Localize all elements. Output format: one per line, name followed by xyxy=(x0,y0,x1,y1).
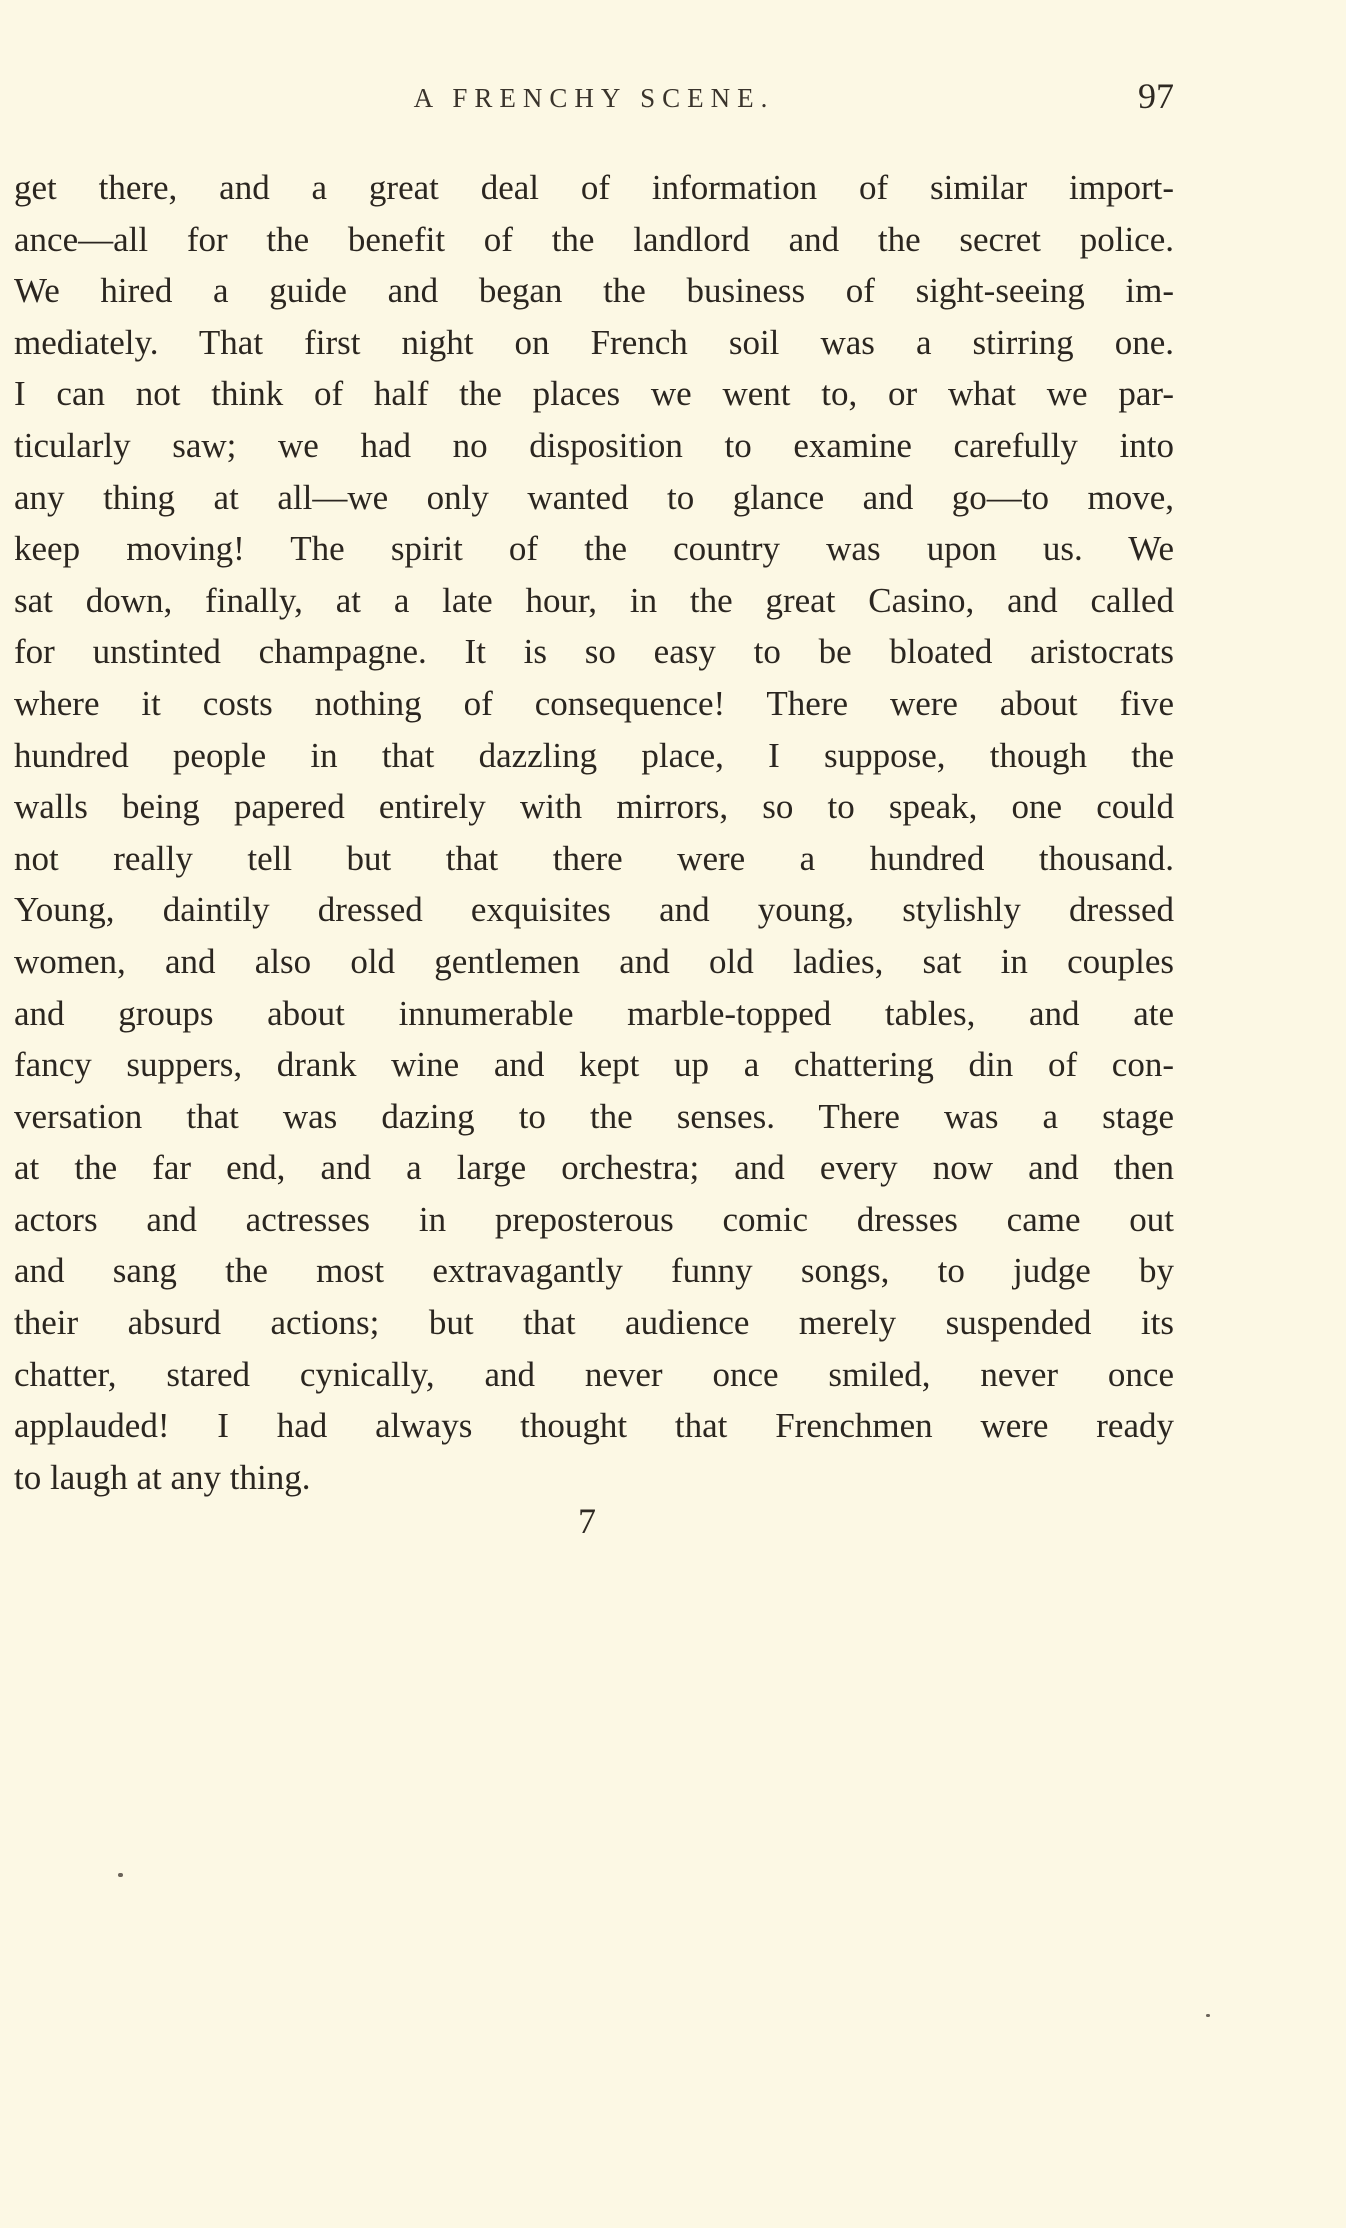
running-head xyxy=(14,78,1174,118)
text-line: any thing at all—we only wanted to glance and go—to move, xyxy=(14,477,1174,517)
text-line: to laugh at any thing. xyxy=(14,1457,311,1497)
running-title: A FRENCHY SCENE. xyxy=(413,83,775,113)
text-line: women, and also old gentlemen and old ladies, sat in couples xyxy=(14,941,1174,981)
text-line: versation that was dazing to the senses. There was a stage xyxy=(14,1096,1174,1136)
paper-speck xyxy=(1206,2014,1210,2017)
signature-mark: 7 xyxy=(578,1501,596,1541)
text-line: applauded! I had always thought that Frenchmen were ready xyxy=(14,1406,1174,1446)
text-line: sat down, finally, at a late hour, in the great Casino, and called xyxy=(14,580,1174,620)
text-line: and groups about innumerable marble-topped tables, and ate xyxy=(14,993,1174,1033)
text-line: at the far end, and a large orchestra; and every now and then xyxy=(14,1148,1174,1188)
text-line: We hired a guide and began the business of sight-seeing im- xyxy=(14,271,1174,311)
text-line: hundred people in that dazzling place, I suppose, though the xyxy=(14,735,1174,775)
text-line: their absurd actions; but that audience merely suspended its xyxy=(14,1303,1174,1343)
text-line: ticularly saw; we had no disposition to examine carefully into xyxy=(14,425,1174,465)
text-line: I can not think of half the places we went to, or what we par- xyxy=(14,374,1174,414)
text-line: ance—all for the benefit of the landlord and the secret police. xyxy=(14,219,1174,259)
text-line: walls being papered entirely with mirrors, so to speak, one could xyxy=(14,787,1174,827)
body-paragraph xyxy=(14,162,1174,1503)
text-line: mediately. That first night on French soil was a stirring one. xyxy=(14,322,1174,362)
text-line: not really tell but that there were a hundred thousand. xyxy=(14,838,1174,878)
text-line: keep moving! The spirit of the country was upon us. We xyxy=(14,529,1174,569)
text-line: Young, daintily dressed exquisites and young, stylishly dressed xyxy=(14,890,1174,930)
text-line: and sang the most extravagantly funny songs, to judge by xyxy=(14,1251,1174,1291)
page-number: 97 xyxy=(1138,76,1174,116)
text-line: get there, and a great deal of information of similar import- xyxy=(14,168,1174,207)
text-line: where it costs nothing of consequence! There were about five xyxy=(14,683,1174,723)
text-line: chatter, stared cynically, and never once smiled, never once xyxy=(14,1354,1174,1394)
text-line: fancy suppers, drank wine and kept up a chattering din of con- xyxy=(14,1045,1174,1085)
text-line: actors and actresses in preposterous comic dresses came out xyxy=(14,1199,1174,1239)
text-line: for unstinted champagne. It is so easy to be bloated aristocrats xyxy=(14,632,1174,672)
paper-speck xyxy=(118,1873,123,1877)
